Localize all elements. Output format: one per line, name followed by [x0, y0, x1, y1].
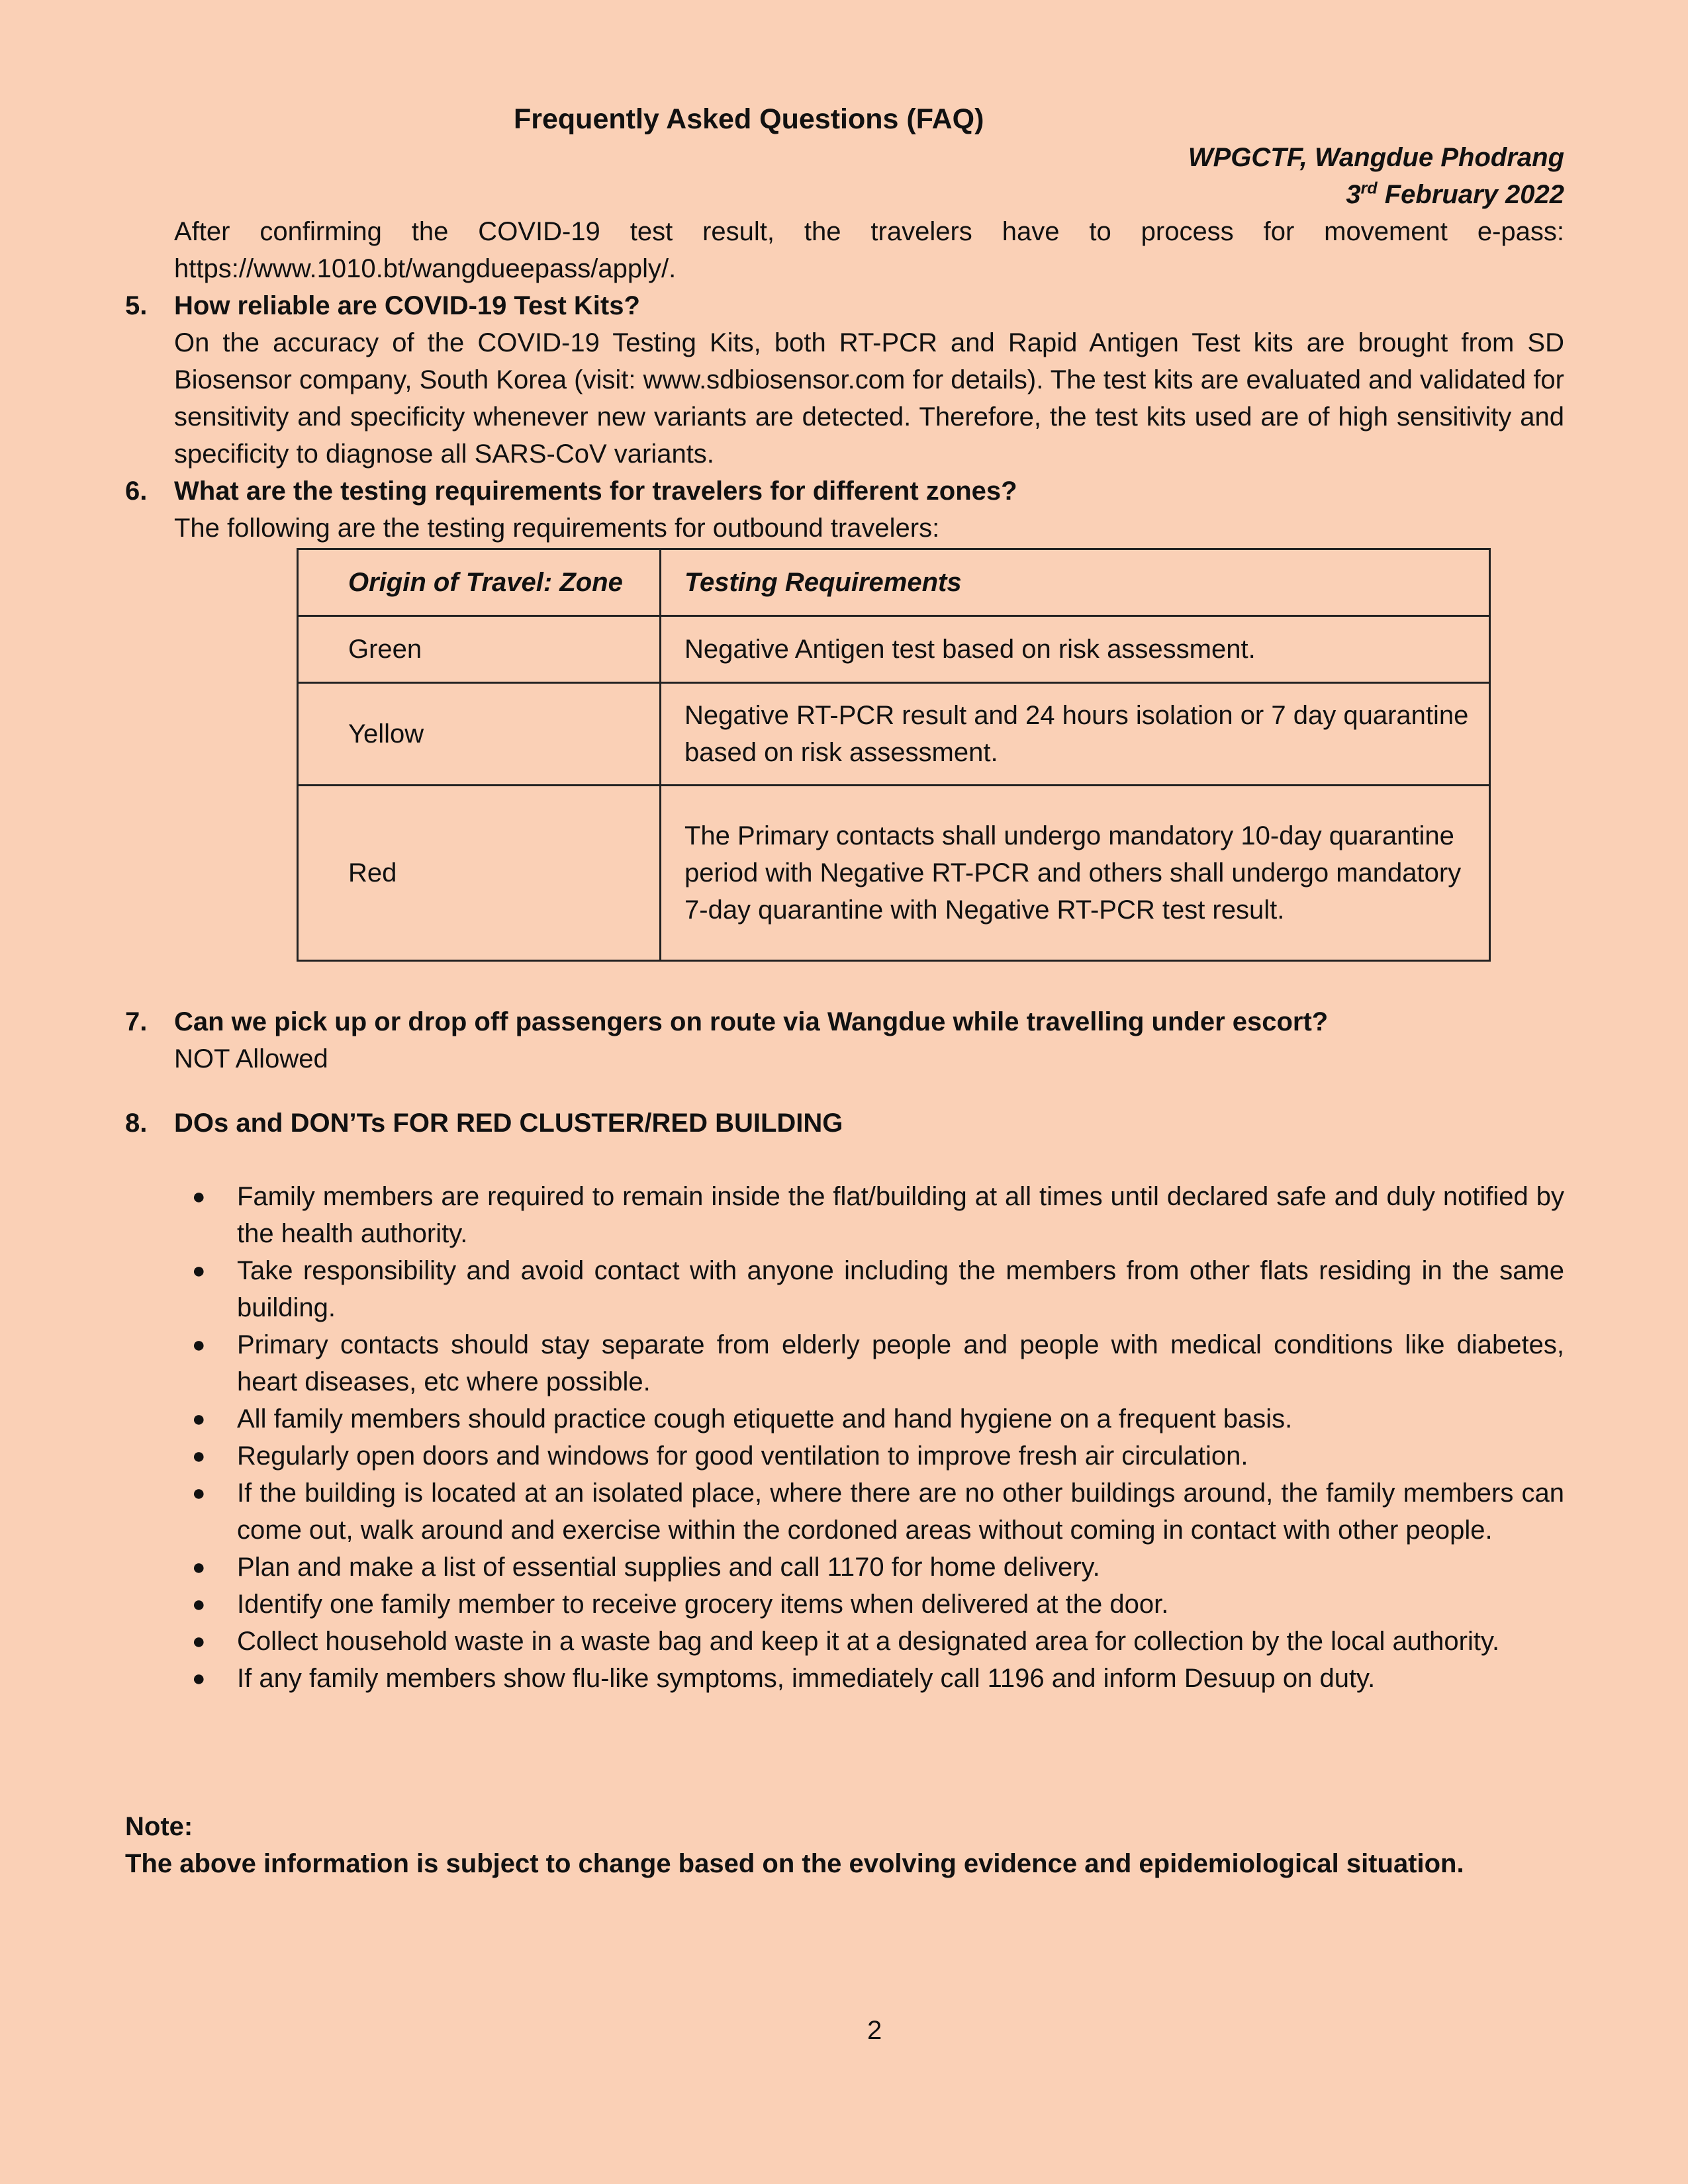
question-number: 7.	[125, 1007, 148, 1036]
question-text: What are the testing requirements for travelers for different zones?	[174, 477, 1017, 506]
page-title: Frequently Asked Questions (FAQ)	[514, 103, 984, 135]
red-cluster-guidelines-list	[192, 1178, 1564, 1697]
question-number: 6.	[125, 477, 148, 506]
intro-paragraph: After confirming the COVID-19 test result, the travelers have to process for movement e-pass: https://www.1010.bt/wangdueepass/apply/.	[174, 217, 1564, 283]
issuer-name: WPGCTF, Wangdue Phodrang	[1188, 143, 1564, 172]
question-5-answer: On the accuracy of the COVID-19 Testing Kits, both RT-PCR and Rapid Antigen Test kits are brought from SD Biosensor company, South Korea (visit: www.sdbiosensor.com for details). The test kits are evaluated and validated for sensitivity and specificity whenever new variants are detected. Therefore, the test kits used are of high sensitivity and specificity to diagnose all SARS-CoV variants.	[174, 328, 1564, 469]
date-rest: February 2022	[1377, 180, 1564, 209]
question-text: DOs and DON’Ts FOR RED CLUSTER/RED BUILDING	[174, 1109, 843, 1138]
question-number: 5.	[125, 291, 148, 320]
zone-cell: Green	[298, 616, 661, 683]
question-number: 8.	[125, 1109, 148, 1138]
issuer-block	[1188, 139, 1564, 213]
table-row	[298, 683, 1490, 786]
requirement-cell: The Primary contacts shall undergo mandatory 10-day quarantine period with Negative RT-PCR and others shall undergo mandatory 7-day quarantine with Negative RT-PCR test result.	[661, 786, 1490, 961]
question-6-heading	[125, 473, 1581, 510]
question-8-heading	[125, 1105, 1581, 1142]
note-label: Note:	[125, 1812, 193, 1841]
date-suffix: rd	[1360, 179, 1378, 198]
question-5-heading	[125, 287, 1581, 324]
list-item: ● Regularly open doors and windows for good ventilation to improve fresh air circulation.	[192, 1437, 1564, 1475]
list-item: ● Collect household waste in a waste bag and keep it at a designated area for collection by the local authority.	[192, 1623, 1564, 1660]
requirement-cell: Negative Antigen test based on risk assessment.	[661, 616, 1490, 683]
testing-requirements-table	[297, 548, 1491, 962]
question-7-heading	[125, 1003, 1581, 1040]
question-text: How reliable are COVID-19 Test Kits?	[174, 291, 640, 320]
question-text: Can we pick up or drop off passengers on route via Wangdue while travelling under escort?	[174, 1007, 1329, 1036]
list-item: ● If any family members show flu-like symptoms, immediately call 1196 and inform Desuup on duty.	[192, 1660, 1564, 1697]
table-row	[298, 616, 1490, 683]
zone-cell: Red	[298, 786, 661, 961]
requirement-cell: Negative RT-PCR result and 24 hours isolation or 7 day quarantine based on risk assessment.	[661, 683, 1490, 786]
list-item: ● Primary contacts should stay separate from elderly people and people with medical conditions like diabetes, heart diseases, etc where possible.	[192, 1326, 1564, 1400]
table-header-row	[298, 549, 1490, 616]
list-item: ● Take responsibility and avoid contact with anyone including the members from other flats residing in the same building.	[192, 1252, 1564, 1326]
list-item: ● Identify one family member to receive grocery items when delivered at the door.	[192, 1586, 1564, 1623]
zone-cell: Yellow	[298, 683, 661, 786]
column-header-zone: Origin of Travel: Zone	[298, 549, 661, 616]
list-item: ● If the building is located at an isolated place, where there are no other buildings around, the family members can come out, walk around and exercise within the cordoned areas without coming in contact with other people.	[192, 1475, 1564, 1549]
list-item: ● All family members should practice cough etiquette and hand hygiene on a frequent basis.	[192, 1400, 1564, 1437]
question-7-answer: NOT Allowed	[174, 1044, 328, 1073]
list-item: ● Plan and make a list of essential supplies and call 1170 for home delivery.	[192, 1549, 1564, 1586]
date-day: 3	[1346, 180, 1361, 209]
page-number: 2	[867, 2016, 882, 2045]
table-row	[298, 786, 1490, 961]
column-header-requirements: Testing Requirements	[661, 549, 1490, 616]
list-item: ● Family members are required to remain inside the flat/building at all times until declared safe and duly notified by the health authority.	[192, 1178, 1564, 1252]
question-6-answer: The following are the testing requirements for outbound travelers:	[174, 514, 940, 543]
note-text: The above information is subject to change based on the evolving evidence and epidemiological situation.	[125, 1849, 1464, 1878]
issue-date	[1188, 176, 1564, 213]
